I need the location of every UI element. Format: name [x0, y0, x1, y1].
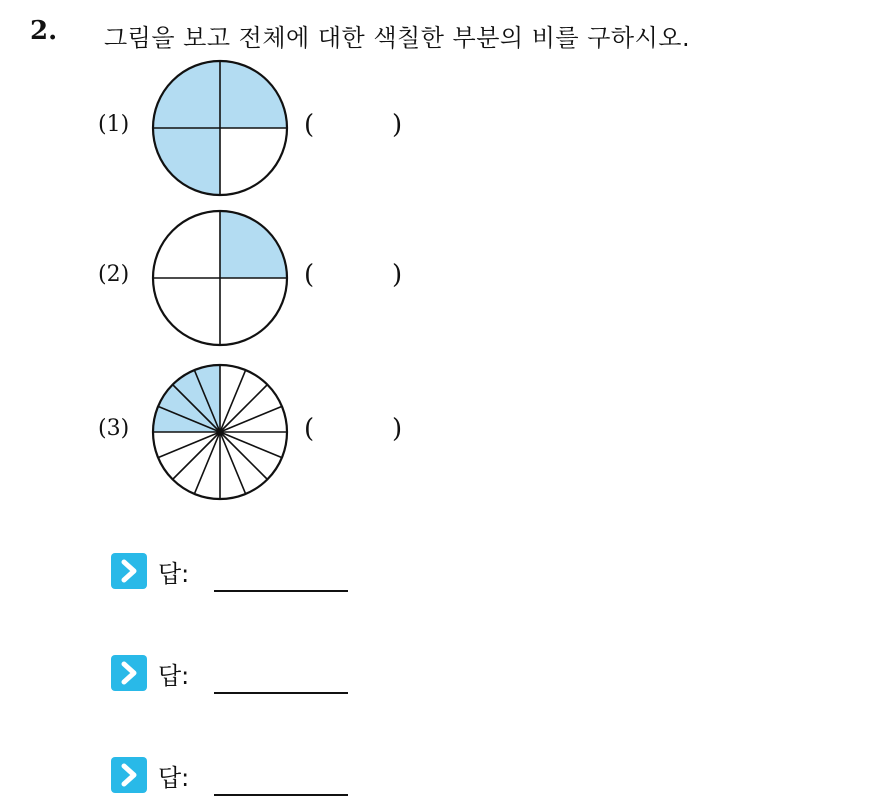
answer-paren-open: (: [304, 260, 315, 290]
problem-2: [0, 208, 500, 358]
answer-paren-close: ): [392, 260, 403, 290]
division-line: [173, 432, 220, 479]
center-dot: [217, 429, 223, 435]
question-number: 2.: [30, 16, 58, 46]
answer-row-1: [110, 552, 370, 596]
question-header: [30, 12, 850, 52]
answer-blank[interactable]: [214, 692, 348, 694]
answer-label: 답:: [158, 560, 190, 588]
answer-blank[interactable]: [214, 794, 348, 796]
problem-label: (2): [98, 262, 130, 287]
fraction-circle-3: [150, 362, 290, 502]
answer-blank[interactable]: [214, 590, 348, 592]
division-line: [220, 432, 267, 479]
answer-row-3: [110, 756, 370, 800]
problem-3: [0, 362, 500, 512]
fraction-circle-1: [150, 58, 290, 198]
division-line: [220, 385, 267, 432]
problem-1: [0, 58, 500, 208]
chevron-right-icon: [110, 756, 148, 794]
answer-label: 답:: [158, 662, 190, 690]
chevron-right-icon: [110, 654, 148, 692]
answer-paren-open: (: [304, 110, 315, 140]
fraction-circle-2: [150, 208, 290, 348]
answer-row-2: [110, 654, 370, 698]
answer-paren-close: ): [392, 414, 403, 444]
chevron-right-icon: [110, 552, 148, 590]
answer-label: 답:: [158, 764, 190, 792]
problem-label: (1): [98, 112, 130, 137]
problem-label: (3): [98, 416, 130, 441]
answer-paren-open: (: [304, 414, 315, 444]
answer-paren-close: ): [392, 110, 403, 140]
question-text: 그림을 보고 전체에 대한 색칠한 부분의 비를 구하시오.: [104, 24, 691, 52]
